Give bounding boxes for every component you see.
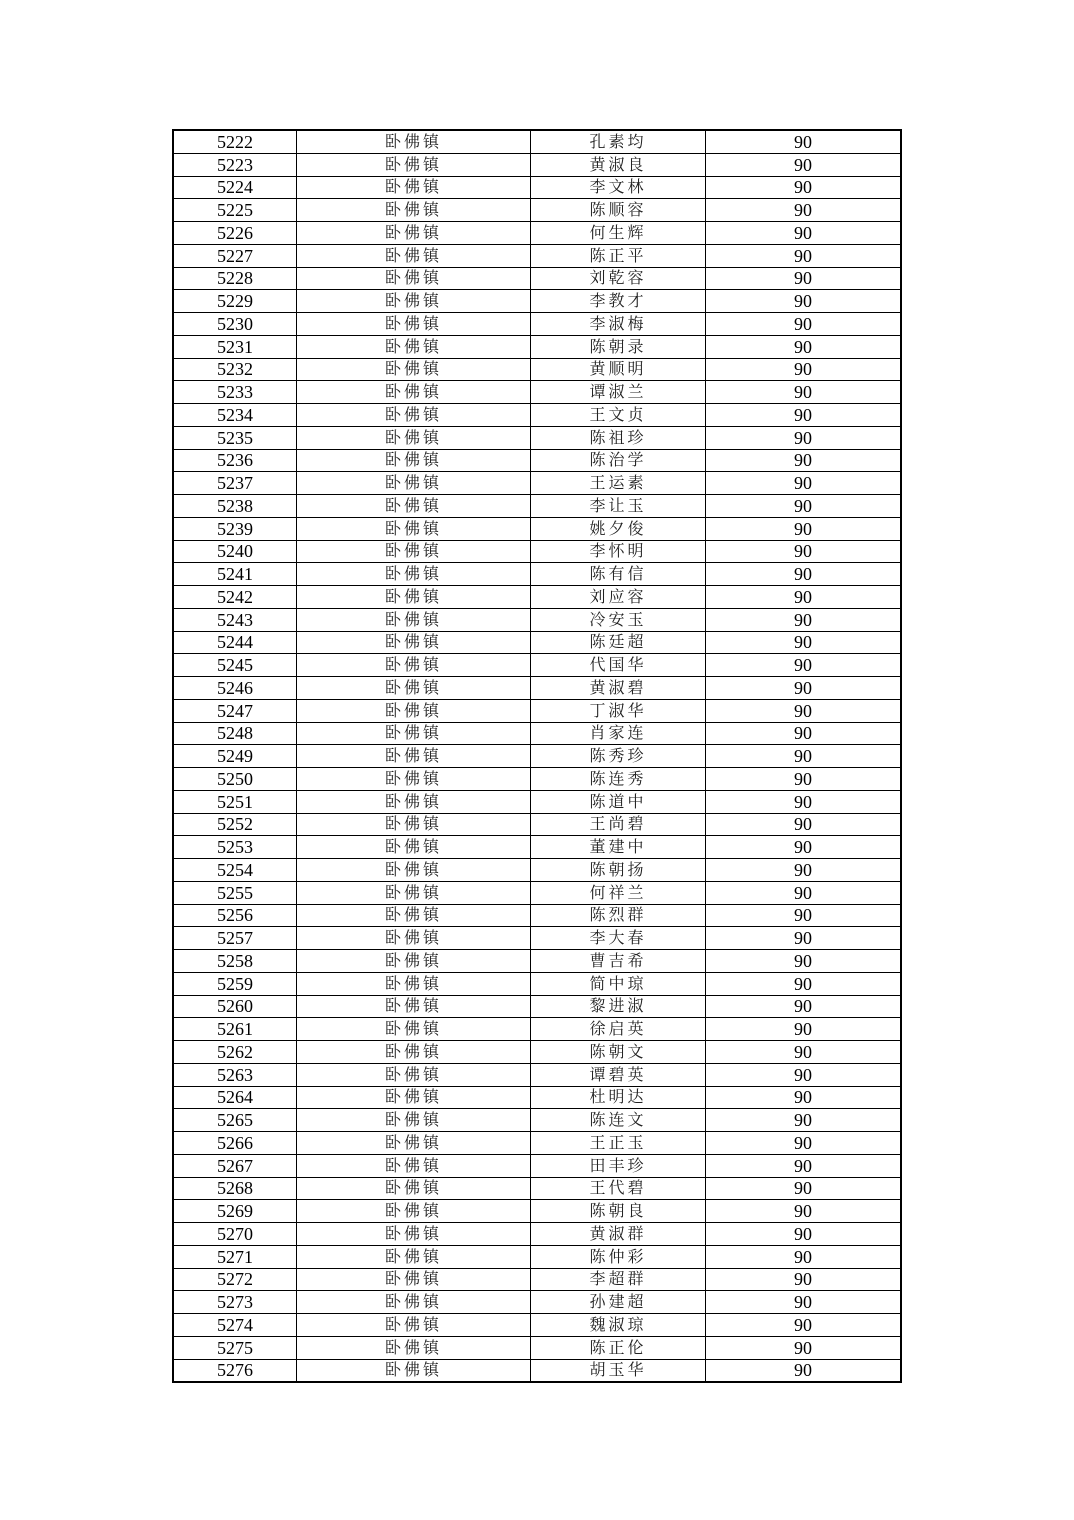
cell-number: 5250 (173, 768, 297, 791)
cell-name: 王正玉 (531, 1132, 706, 1155)
cell-amount: 90 (706, 1086, 902, 1109)
table-row (173, 426, 901, 449)
table-row (173, 517, 901, 540)
cell-amount: 90 (706, 699, 902, 722)
cell-name: 陈祖珍 (531, 426, 706, 449)
cell-number: 5258 (173, 950, 297, 973)
cell-amount: 90 (706, 199, 902, 222)
cell-town: 卧佛镇 (297, 176, 531, 199)
cell-name: 谭淑兰 (531, 381, 706, 404)
cell-number: 5231 (173, 335, 297, 358)
cell-name: 李大春 (531, 927, 706, 950)
cell-town: 卧佛镇 (297, 472, 531, 495)
table-row (173, 1314, 901, 1337)
cell-amount: 90 (706, 1132, 902, 1155)
cell-name: 李让玉 (531, 495, 706, 518)
cell-name: 陈仲彩 (531, 1245, 706, 1268)
cell-amount: 90 (706, 222, 902, 245)
cell-town: 卧佛镇 (297, 1132, 531, 1155)
cell-town: 卧佛镇 (297, 631, 531, 654)
cell-amount: 90 (706, 563, 902, 586)
cell-number: 5264 (173, 1086, 297, 1109)
cell-amount: 90 (706, 517, 902, 540)
cell-name: 姚夕俊 (531, 517, 706, 540)
cell-amount: 90 (706, 654, 902, 677)
cell-number: 5227 (173, 244, 297, 267)
cell-number: 5228 (173, 267, 297, 290)
cell-number: 5274 (173, 1314, 297, 1337)
table-row (173, 1359, 901, 1382)
table-row (173, 972, 901, 995)
cell-number: 5234 (173, 404, 297, 427)
cell-town: 卧佛镇 (297, 1223, 531, 1246)
cell-town: 卧佛镇 (297, 881, 531, 904)
cell-name: 曹吉希 (531, 950, 706, 973)
cell-name: 陈有信 (531, 563, 706, 586)
cell-town: 卧佛镇 (297, 290, 531, 313)
table-row (173, 130, 901, 153)
table-row (173, 836, 901, 859)
table-row (173, 995, 901, 1018)
table-row (173, 1041, 901, 1064)
cell-town: 卧佛镇 (297, 335, 531, 358)
cell-name: 黄顺明 (531, 358, 706, 381)
cell-amount: 90 (706, 267, 902, 290)
table-row (173, 1018, 901, 1041)
cell-amount: 90 (706, 1314, 902, 1337)
table-row (173, 1245, 901, 1268)
cell-name: 黄淑群 (531, 1223, 706, 1246)
cell-amount: 90 (706, 1291, 902, 1314)
cell-number: 5270 (173, 1223, 297, 1246)
cell-name: 陈正平 (531, 244, 706, 267)
cell-name: 徐启英 (531, 1018, 706, 1041)
cell-town: 卧佛镇 (297, 1336, 531, 1359)
cell-amount: 90 (706, 290, 902, 313)
cell-number: 5253 (173, 836, 297, 859)
cell-amount: 90 (706, 586, 902, 609)
table-row (173, 745, 901, 768)
table-row (173, 176, 901, 199)
cell-amount: 90 (706, 836, 902, 859)
cell-number: 5254 (173, 859, 297, 882)
cell-town: 卧佛镇 (297, 1245, 531, 1268)
cell-number: 5272 (173, 1268, 297, 1291)
table-row (173, 790, 901, 813)
cell-amount: 90 (706, 881, 902, 904)
cell-town: 卧佛镇 (297, 267, 531, 290)
cell-number: 5262 (173, 1041, 297, 1064)
table-row (173, 1336, 901, 1359)
cell-amount: 90 (706, 176, 902, 199)
table-row (173, 404, 901, 427)
cell-number: 5267 (173, 1154, 297, 1177)
table-row (173, 290, 901, 313)
cell-amount: 90 (706, 1336, 902, 1359)
cell-name: 陈正伦 (531, 1336, 706, 1359)
cell-number: 5252 (173, 813, 297, 836)
cell-name: 胡玉华 (531, 1359, 706, 1382)
table-row (173, 222, 901, 245)
table-row (173, 699, 901, 722)
cell-amount: 90 (706, 972, 902, 995)
cell-name: 谭碧英 (531, 1063, 706, 1086)
cell-town: 卧佛镇 (297, 426, 531, 449)
cell-name: 孔素均 (531, 130, 706, 153)
cell-name: 陈朝扬 (531, 859, 706, 882)
cell-number: 5260 (173, 995, 297, 1018)
table-row (173, 927, 901, 950)
cell-number: 5242 (173, 586, 297, 609)
table-row (173, 381, 901, 404)
cell-name: 杜明达 (531, 1086, 706, 1109)
cell-number: 5276 (173, 1359, 297, 1382)
cell-number: 5236 (173, 449, 297, 472)
cell-town: 卧佛镇 (297, 790, 531, 813)
cell-town: 卧佛镇 (297, 540, 531, 563)
cell-number: 5243 (173, 608, 297, 631)
cell-town: 卧佛镇 (297, 1200, 531, 1223)
table-row (173, 1200, 901, 1223)
cell-name: 陈朝录 (531, 335, 706, 358)
cell-number: 5222 (173, 130, 297, 153)
cell-name: 陈朝良 (531, 1200, 706, 1223)
table-row (173, 335, 901, 358)
cell-town: 卧佛镇 (297, 654, 531, 677)
cell-name: 陈治学 (531, 449, 706, 472)
cell-name: 刘应容 (531, 586, 706, 609)
cell-amount: 90 (706, 1018, 902, 1041)
cell-number: 5268 (173, 1177, 297, 1200)
cell-number: 5226 (173, 222, 297, 245)
cell-number: 5247 (173, 699, 297, 722)
cell-amount: 90 (706, 404, 902, 427)
cell-town: 卧佛镇 (297, 1109, 531, 1132)
cell-town: 卧佛镇 (297, 563, 531, 586)
cell-name: 丁淑华 (531, 699, 706, 722)
cell-name: 孙建超 (531, 1291, 706, 1314)
cell-town: 卧佛镇 (297, 699, 531, 722)
table-row (173, 199, 901, 222)
cell-name: 田丰珍 (531, 1154, 706, 1177)
cell-town: 卧佛镇 (297, 153, 531, 176)
cell-amount: 90 (706, 1154, 902, 1177)
cell-number: 5263 (173, 1063, 297, 1086)
cell-name: 何生辉 (531, 222, 706, 245)
cell-town: 卧佛镇 (297, 1268, 531, 1291)
cell-number: 5249 (173, 745, 297, 768)
cell-name: 李超群 (531, 1268, 706, 1291)
cell-town: 卧佛镇 (297, 130, 531, 153)
table-row (173, 495, 901, 518)
cell-name: 王文贞 (531, 404, 706, 427)
cell-town: 卧佛镇 (297, 449, 531, 472)
cell-town: 卧佛镇 (297, 972, 531, 995)
cell-name: 李文林 (531, 176, 706, 199)
cell-number: 5238 (173, 495, 297, 518)
table-row (173, 904, 901, 927)
table-row (173, 244, 901, 267)
cell-town: 卧佛镇 (297, 222, 531, 245)
cell-name: 陈连秀 (531, 768, 706, 791)
cell-name: 黄淑碧 (531, 677, 706, 700)
table-row (173, 1086, 901, 1109)
table-row (173, 631, 901, 654)
cell-name: 黄淑良 (531, 153, 706, 176)
cell-name: 陈秀珍 (531, 745, 706, 768)
cell-town: 卧佛镇 (297, 1314, 531, 1337)
table-body (173, 130, 901, 1382)
table-row (173, 449, 901, 472)
cell-name: 李淑梅 (531, 313, 706, 336)
cell-town: 卧佛镇 (297, 1063, 531, 1086)
cell-number: 5256 (173, 904, 297, 927)
cell-name: 简中琼 (531, 972, 706, 995)
cell-town: 卧佛镇 (297, 950, 531, 973)
cell-town: 卧佛镇 (297, 927, 531, 950)
cell-name: 王运素 (531, 472, 706, 495)
cell-name: 董建中 (531, 836, 706, 859)
cell-amount: 90 (706, 381, 902, 404)
cell-name: 李教才 (531, 290, 706, 313)
cell-amount: 90 (706, 1063, 902, 1086)
cell-amount: 90 (706, 813, 902, 836)
cell-number: 5261 (173, 1018, 297, 1041)
cell-number: 5229 (173, 290, 297, 313)
cell-amount: 90 (706, 426, 902, 449)
cell-town: 卧佛镇 (297, 586, 531, 609)
cell-name: 陈连文 (531, 1109, 706, 1132)
cell-town: 卧佛镇 (297, 1291, 531, 1314)
cell-amount: 90 (706, 1177, 902, 1200)
cell-number: 5235 (173, 426, 297, 449)
table-row (173, 313, 901, 336)
cell-town: 卧佛镇 (297, 1154, 531, 1177)
table-row (173, 768, 901, 791)
cell-number: 5271 (173, 1245, 297, 1268)
cell-amount: 90 (706, 313, 902, 336)
cell-town: 卧佛镇 (297, 904, 531, 927)
cell-name: 陈道中 (531, 790, 706, 813)
table-row (173, 881, 901, 904)
cell-amount: 90 (706, 495, 902, 518)
cell-town: 卧佛镇 (297, 1177, 531, 1200)
cell-town: 卧佛镇 (297, 313, 531, 336)
table-row (173, 153, 901, 176)
table-row (173, 1154, 901, 1177)
cell-number: 5224 (173, 176, 297, 199)
table-row (173, 608, 901, 631)
cell-amount: 90 (706, 358, 902, 381)
cell-amount: 90 (706, 153, 902, 176)
table-row (173, 586, 901, 609)
cell-number: 5246 (173, 677, 297, 700)
cell-amount: 90 (706, 745, 902, 768)
table-row (173, 563, 901, 586)
cell-number: 5248 (173, 722, 297, 745)
cell-town: 卧佛镇 (297, 1359, 531, 1382)
table-row (173, 1177, 901, 1200)
cell-name: 陈烈群 (531, 904, 706, 927)
cell-amount: 90 (706, 1200, 902, 1223)
cell-amount: 90 (706, 631, 902, 654)
cell-name: 王代碧 (531, 1177, 706, 1200)
table-row (173, 358, 901, 381)
table-row (173, 1291, 901, 1314)
cell-number: 5266 (173, 1132, 297, 1155)
table-row (173, 472, 901, 495)
cell-amount: 90 (706, 950, 902, 973)
table-row (173, 1109, 901, 1132)
cell-number: 5237 (173, 472, 297, 495)
cell-amount: 90 (706, 722, 902, 745)
cell-amount: 90 (706, 768, 902, 791)
cell-town: 卧佛镇 (297, 995, 531, 1018)
cell-town: 卧佛镇 (297, 404, 531, 427)
table-row (173, 1063, 901, 1086)
cell-amount: 90 (706, 927, 902, 950)
cell-amount: 90 (706, 449, 902, 472)
cell-number: 5245 (173, 654, 297, 677)
cell-number: 5273 (173, 1291, 297, 1314)
cell-amount: 90 (706, 130, 902, 153)
cell-name: 李怀明 (531, 540, 706, 563)
cell-town: 卧佛镇 (297, 381, 531, 404)
cell-town: 卧佛镇 (297, 768, 531, 791)
cell-town: 卧佛镇 (297, 244, 531, 267)
cell-number: 5223 (173, 153, 297, 176)
cell-amount: 90 (706, 540, 902, 563)
cell-town: 卧佛镇 (297, 722, 531, 745)
cell-number: 5232 (173, 358, 297, 381)
cell-amount: 90 (706, 244, 902, 267)
cell-amount: 90 (706, 677, 902, 700)
cell-town: 卧佛镇 (297, 199, 531, 222)
cell-number: 5275 (173, 1336, 297, 1359)
cell-number: 5230 (173, 313, 297, 336)
cell-name: 陈朝文 (531, 1041, 706, 1064)
cell-number: 5265 (173, 1109, 297, 1132)
table-row (173, 1268, 901, 1291)
cell-amount: 90 (706, 608, 902, 631)
table-row (173, 1223, 901, 1246)
table-row (173, 654, 901, 677)
cell-town: 卧佛镇 (297, 677, 531, 700)
cell-amount: 90 (706, 790, 902, 813)
cell-town: 卧佛镇 (297, 517, 531, 540)
cell-amount: 90 (706, 1359, 902, 1382)
cell-amount: 90 (706, 1041, 902, 1064)
cell-town: 卧佛镇 (297, 745, 531, 768)
cell-amount: 90 (706, 1109, 902, 1132)
cell-number: 5251 (173, 790, 297, 813)
table-row (173, 677, 901, 700)
cell-amount: 90 (706, 1223, 902, 1246)
subsidy-table (172, 129, 902, 1383)
cell-name: 魏淑琼 (531, 1314, 706, 1337)
cell-amount: 90 (706, 1245, 902, 1268)
cell-name: 代国华 (531, 654, 706, 677)
cell-town: 卧佛镇 (297, 1086, 531, 1109)
cell-name: 冷安玉 (531, 608, 706, 631)
cell-amount: 90 (706, 335, 902, 358)
table-row (173, 540, 901, 563)
cell-amount: 90 (706, 1268, 902, 1291)
cell-number: 5240 (173, 540, 297, 563)
cell-town: 卧佛镇 (297, 836, 531, 859)
cell-name: 陈廷超 (531, 631, 706, 654)
cell-number: 5269 (173, 1200, 297, 1223)
table-row (173, 267, 901, 290)
cell-number: 5233 (173, 381, 297, 404)
cell-name: 刘乾容 (531, 267, 706, 290)
cell-number: 5239 (173, 517, 297, 540)
cell-town: 卧佛镇 (297, 1041, 531, 1064)
cell-number: 5255 (173, 881, 297, 904)
cell-name: 何祥兰 (531, 881, 706, 904)
cell-town: 卧佛镇 (297, 859, 531, 882)
cell-name: 肖家连 (531, 722, 706, 745)
cell-amount: 90 (706, 472, 902, 495)
cell-amount: 90 (706, 859, 902, 882)
cell-number: 5244 (173, 631, 297, 654)
cell-town: 卧佛镇 (297, 358, 531, 381)
table-row (173, 722, 901, 745)
table-row (173, 1132, 901, 1155)
table-row (173, 950, 901, 973)
cell-number: 5241 (173, 563, 297, 586)
cell-name: 王尚碧 (531, 813, 706, 836)
cell-town: 卧佛镇 (297, 495, 531, 518)
cell-number: 5257 (173, 927, 297, 950)
cell-number: 5259 (173, 972, 297, 995)
table-row (173, 859, 901, 882)
cell-name: 陈顺容 (531, 199, 706, 222)
cell-town: 卧佛镇 (297, 813, 531, 836)
cell-amount: 90 (706, 904, 902, 927)
cell-town: 卧佛镇 (297, 608, 531, 631)
cell-amount: 90 (706, 995, 902, 1018)
cell-name: 黎进淑 (531, 995, 706, 1018)
cell-number: 5225 (173, 199, 297, 222)
cell-town: 卧佛镇 (297, 1018, 531, 1041)
table-row (173, 813, 901, 836)
